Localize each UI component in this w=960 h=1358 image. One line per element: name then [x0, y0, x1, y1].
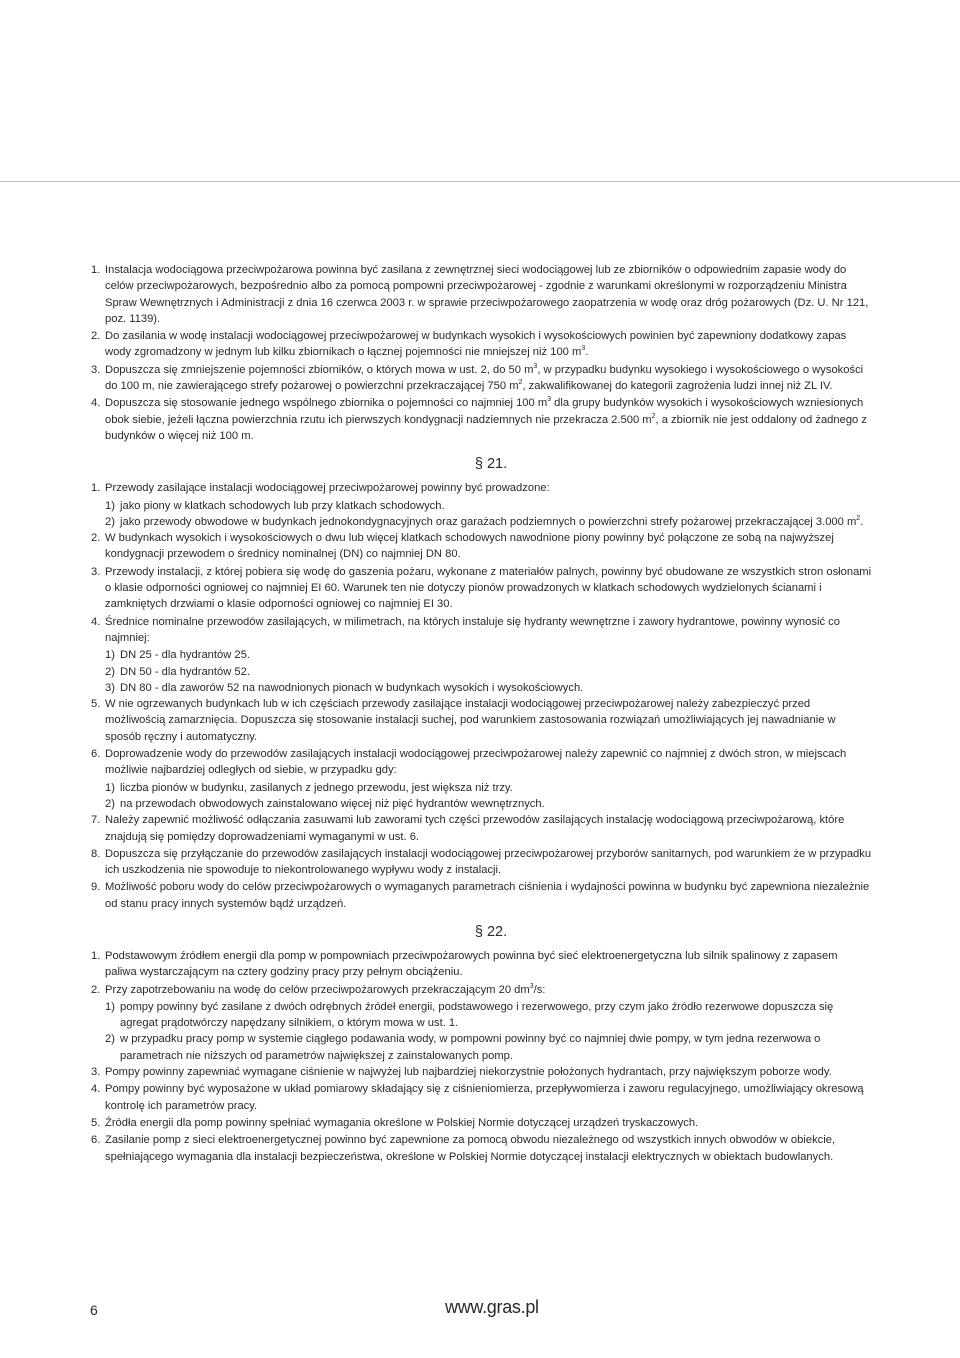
section-title-22: § 22.	[474, 923, 508, 940]
paragraph-21-4: 4. Średnice nominalne przewodów zasilających, w milimetrach, na których instaluje się hydranty wewnętrzne i zawory hydrantowe, powinny wynosić co najmniej:	[91, 615, 840, 644]
page-number: 6	[90, 1302, 98, 1318]
paragraph-20-4: 4. Dopuszcza się stosowanie jednego wspólnego zbiornika o pojemności co najmniej 100 $m^3$ dla grupy budynków wysokich i wysokościowych wzniesionych obok siebie, jeżeli łączna powierzchnia rzutu ich pierwszych kondygnacji nadziemnych nie przekracza 2.500 $m^2$, a zbiornik nie jest oddalony od żadnego z budynków o więcej niż 100 m.	[91, 396, 867, 442]
paragraph-22-4: 4. Pompy powinny być wyposażone w układ pomiarowy składający się z ciśnieniomierza, przepływomierza i zaworu regulacyjnego, umożliwiający okresową kontrolę ich parametrów pracy.	[91, 1083, 864, 1112]
paragraph-21-6: 6. Doprowadzenie wody do przewodów zasilających instalacji wodociągowej przeciwpożarowej należy zapewnić co najmniej z dwóch stron, w miejscach możliwie najbardziej odległych od siebie, w przypadku gdy:	[91, 748, 847, 777]
paragraph-text: Instalacja wodociągowa przeciwpożarowa powinna być zasilana z zewnętrznej sieci wodociągowej lub ze zbiorników o odpowiednim zapasie wody do celów przeciwpożarowych, bezpośrednio albo za pomocą pompowni przeciwpożarowej - zgodnie z warunkami określonymi w rozporządzeniu Ministra Spraw Wewnętrznych i Administracji z dnia 16 czerwca 2003 r. w sprawie przeciwpożarowego zaopatrzenia w wodę oraz dróg pożarowych (Dz. U. Nr 121, poz. 1139).	[105, 264, 869, 325]
paragraph-21-3: 3. Przewody instalacji, z której pobiera się wodę do gaszenia pożaru, wykonane z materiałów palnych, powinny być obudowane ze wszystkich stron osłonami o klasie odporności ogniowej co najmniej EI 60. Warunek ten nie dotyczy pionów prowadzonych w klatkach schodowych wydzielonych ścianami i zamkniętych drzwiami o klasie odporności ogniowej co najmniej EI 30.	[91, 565, 872, 611]
header-divider	[0, 181, 960, 182]
subpoint-22-2-2: 2) w przypadku pracy pomp w systemie ciągłego podawania wody, w pompowni powinny być co najmniej dwie pompy, w tym jedna rezerwowa o parametrach nie niższych od parametrów największej z zainstalowanych pomp.	[105, 1033, 821, 1062]
paragraph-20-1: 1. Instalacja wodociągowa przeciwpożarowa powinna być zasilana z zewnętrznej sieci wodociągowej lub ze zbiorników o odpowiednim zapasie wody do celów przeciwpożarowych, bezpośrednio albo za pomocą pompowni przeciwpożarowej - zgodnie z warunkami określonymi w rozporządzeniu Ministra Spraw Wewnętrznych i Administracji z dnia 16 czerwca 2003 r. w sprawie przeciwpożarowego zaopatrzenia w wodę oraz dróg pożarowych (Dz. U. Nr 121, poz. 1139).	[91, 264, 869, 325]
paragraph-20-2: 2. Do zasilania w wodę instalacji wodociągowej przeciwpożarowej w budynkach wysokich i wysokościowych powinien być zapewniony dodatkowy zapas wody zgromadzony w jednym lub kilku zbiornikach o łącznej pojemności nie mniejszej niż 100 $m^3$.	[91, 330, 847, 359]
subpoint-21-6-1: 1) liczba pionów w budynku, zasilanych z jednego przewodu, jest większa niż trzy.	[105, 781, 513, 794]
subpoint-22-2-1: 1) pompy powinny być zasilane z dwóch odrębnych źródeł energii, podstawowego i rezerwowego, przy czym jako źródło rezerwowe dopuszcza się agregat prądotwórczy napędzany silnikiem, o którym mowa w ust. 1.	[105, 1000, 834, 1030]
subpoint-21-4-3: 3) DN 80 - dla zaworów 52 na nawodnionych pionach w budynkach wysokich i wysokościowych.	[105, 681, 584, 694]
document-body	[78, 262, 872, 1166]
paragraph-22-6: 6. Zasilanie pomp z sieci elektroenergetycznej powinno być zapewnione za pomocą obwodu niezależnego od wszystkich innych obwodów w obiekcie, spełniającego wymagania dla instalacji bezpieczeństwa, określone w Polskiej Normie dotyczącej instalacji elektrycznych w obiektach budowlanych.	[91, 1134, 836, 1163]
paragraph-22-3: 3. Pompy powinny zapewniać wymagane ciśnienie w najwyżej lub najbardziej niekorzystnie położonych hydrantach, przy największym poborze wody.	[91, 1066, 832, 1079]
subpoint-21-6-2: 2) na przewodach obwodowych zainstalowano więcej niż pięć hydrantów wewnętrznych.	[105, 797, 545, 810]
paragraph-21-1: 1. Przewody zasilające instalacji wodociągowej przeciwpożarowej powinny być prowadzone:	[91, 482, 550, 495]
subpoint-21-4-2: 2) DN 50 - dla hydrantów 52.	[105, 665, 250, 678]
paragraph-21-8: 8. Dopuszcza się przyłączanie do przewodów zasilających instalacji wodociągowej przeciwpożarowej przyborów sanitarnych, pod warunkiem że w przypadku ich uszkodzenia nie spowoduje to niekontrolowanego wypływu wody z instalacji.	[91, 847, 872, 877]
section-title-21: § 21.	[474, 456, 508, 473]
paragraph-21-7: 7. Należy zapewnić możliwość odłączania zasuwami lub zaworami tych części przewodów zasilających instalację wodociągową przeciwpożarową, które znajdują się pomiędzy doprowadzeniami wymaganymi w ust. 6.	[91, 814, 845, 843]
paragraph-22-1: 1. Podstawowym źródłem energii dla pomp w pompowniach przeciwpożarowych powinna być sieć elektroenergetyczna lub silnik spalinowy z zapasem paliwa wystarczającym na cztery godziny pracy przy pełnym obciążeniu.	[91, 949, 838, 979]
paragraph-21-5: 5. W nie ogrzewanych budynkach lub w ich częściach przewody zasilające instalacji wodociągowej przeciwpożarowej należy zabezpieczyć przed możliwością zamarznięcia. Dopuszcza się stosowanie instalacji suchej, pod warunkiem zastosowania rozwiązań umożliwiających jej nawadnianie w sposób ręczny i automatyczny.	[91, 698, 836, 743]
paragraph-22-5: 5. Źródła energii dla pomp powinny spełniać wymagania określone w Polskiej Normie dotyczącej urządzeń tryskaczowych.	[91, 1116, 699, 1129]
paragraph-21-9: 9. Możliwość poboru wody do celów przeciwpożarowych o wymaganych parametrach ciśnienia i wydajności powinna w budynku być zapewniona niezależnie od stanu pracy innych systemów bądź urządzeń.	[91, 881, 870, 910]
subpoint-21-1-2: 2) jako przewody obwodowe w budynkach jednokondygnacyjnych oraz garażach podziemnych o powierzchni strefy pożarowej przekraczającej 3.000 $m^2$.	[105, 514, 864, 528]
paragraph-21-2: 2. W budynkach wysokich i wysokościowych o dwu lub więcej klatkach schodowych nawodnione piony powinny być połączone ze sobą na najwyższej kondygnacji przewodem o średnicy nominalnej (DN) co najmniej DN 80.	[91, 532, 834, 561]
paragraph-20-3: 3. Dopuszcza się zmniejszenie pojemności zbiorników, o których mowa w ust. 2, do 50 $m^3$, w przypadku budynku wysokiego i wysokościowego o wysokości do 100 m, nie zawierającego strefy pożarowej o powierzchni przekraczającej 750 $m^2$, zakwalifikowanej do kategorii zagrożenia ludzi innej niż ZL IV.	[91, 362, 864, 393]
subpoint-21-1-1: 1) jako piony w klatkach schodowych lub przy klatkach schodowych.	[105, 499, 445, 512]
footer-website-link[interactable]: www.gras.pl	[445, 1297, 539, 1317]
subpoint-21-4-1: 1) DN 25 - dla hydrantów 25.	[105, 649, 250, 662]
paragraph-22-2: 2. Przy zapotrzebowaniu na wodę do celów przeciwpożarowych przekraczającym 20 $dm^3/s$:	[91, 982, 546, 996]
